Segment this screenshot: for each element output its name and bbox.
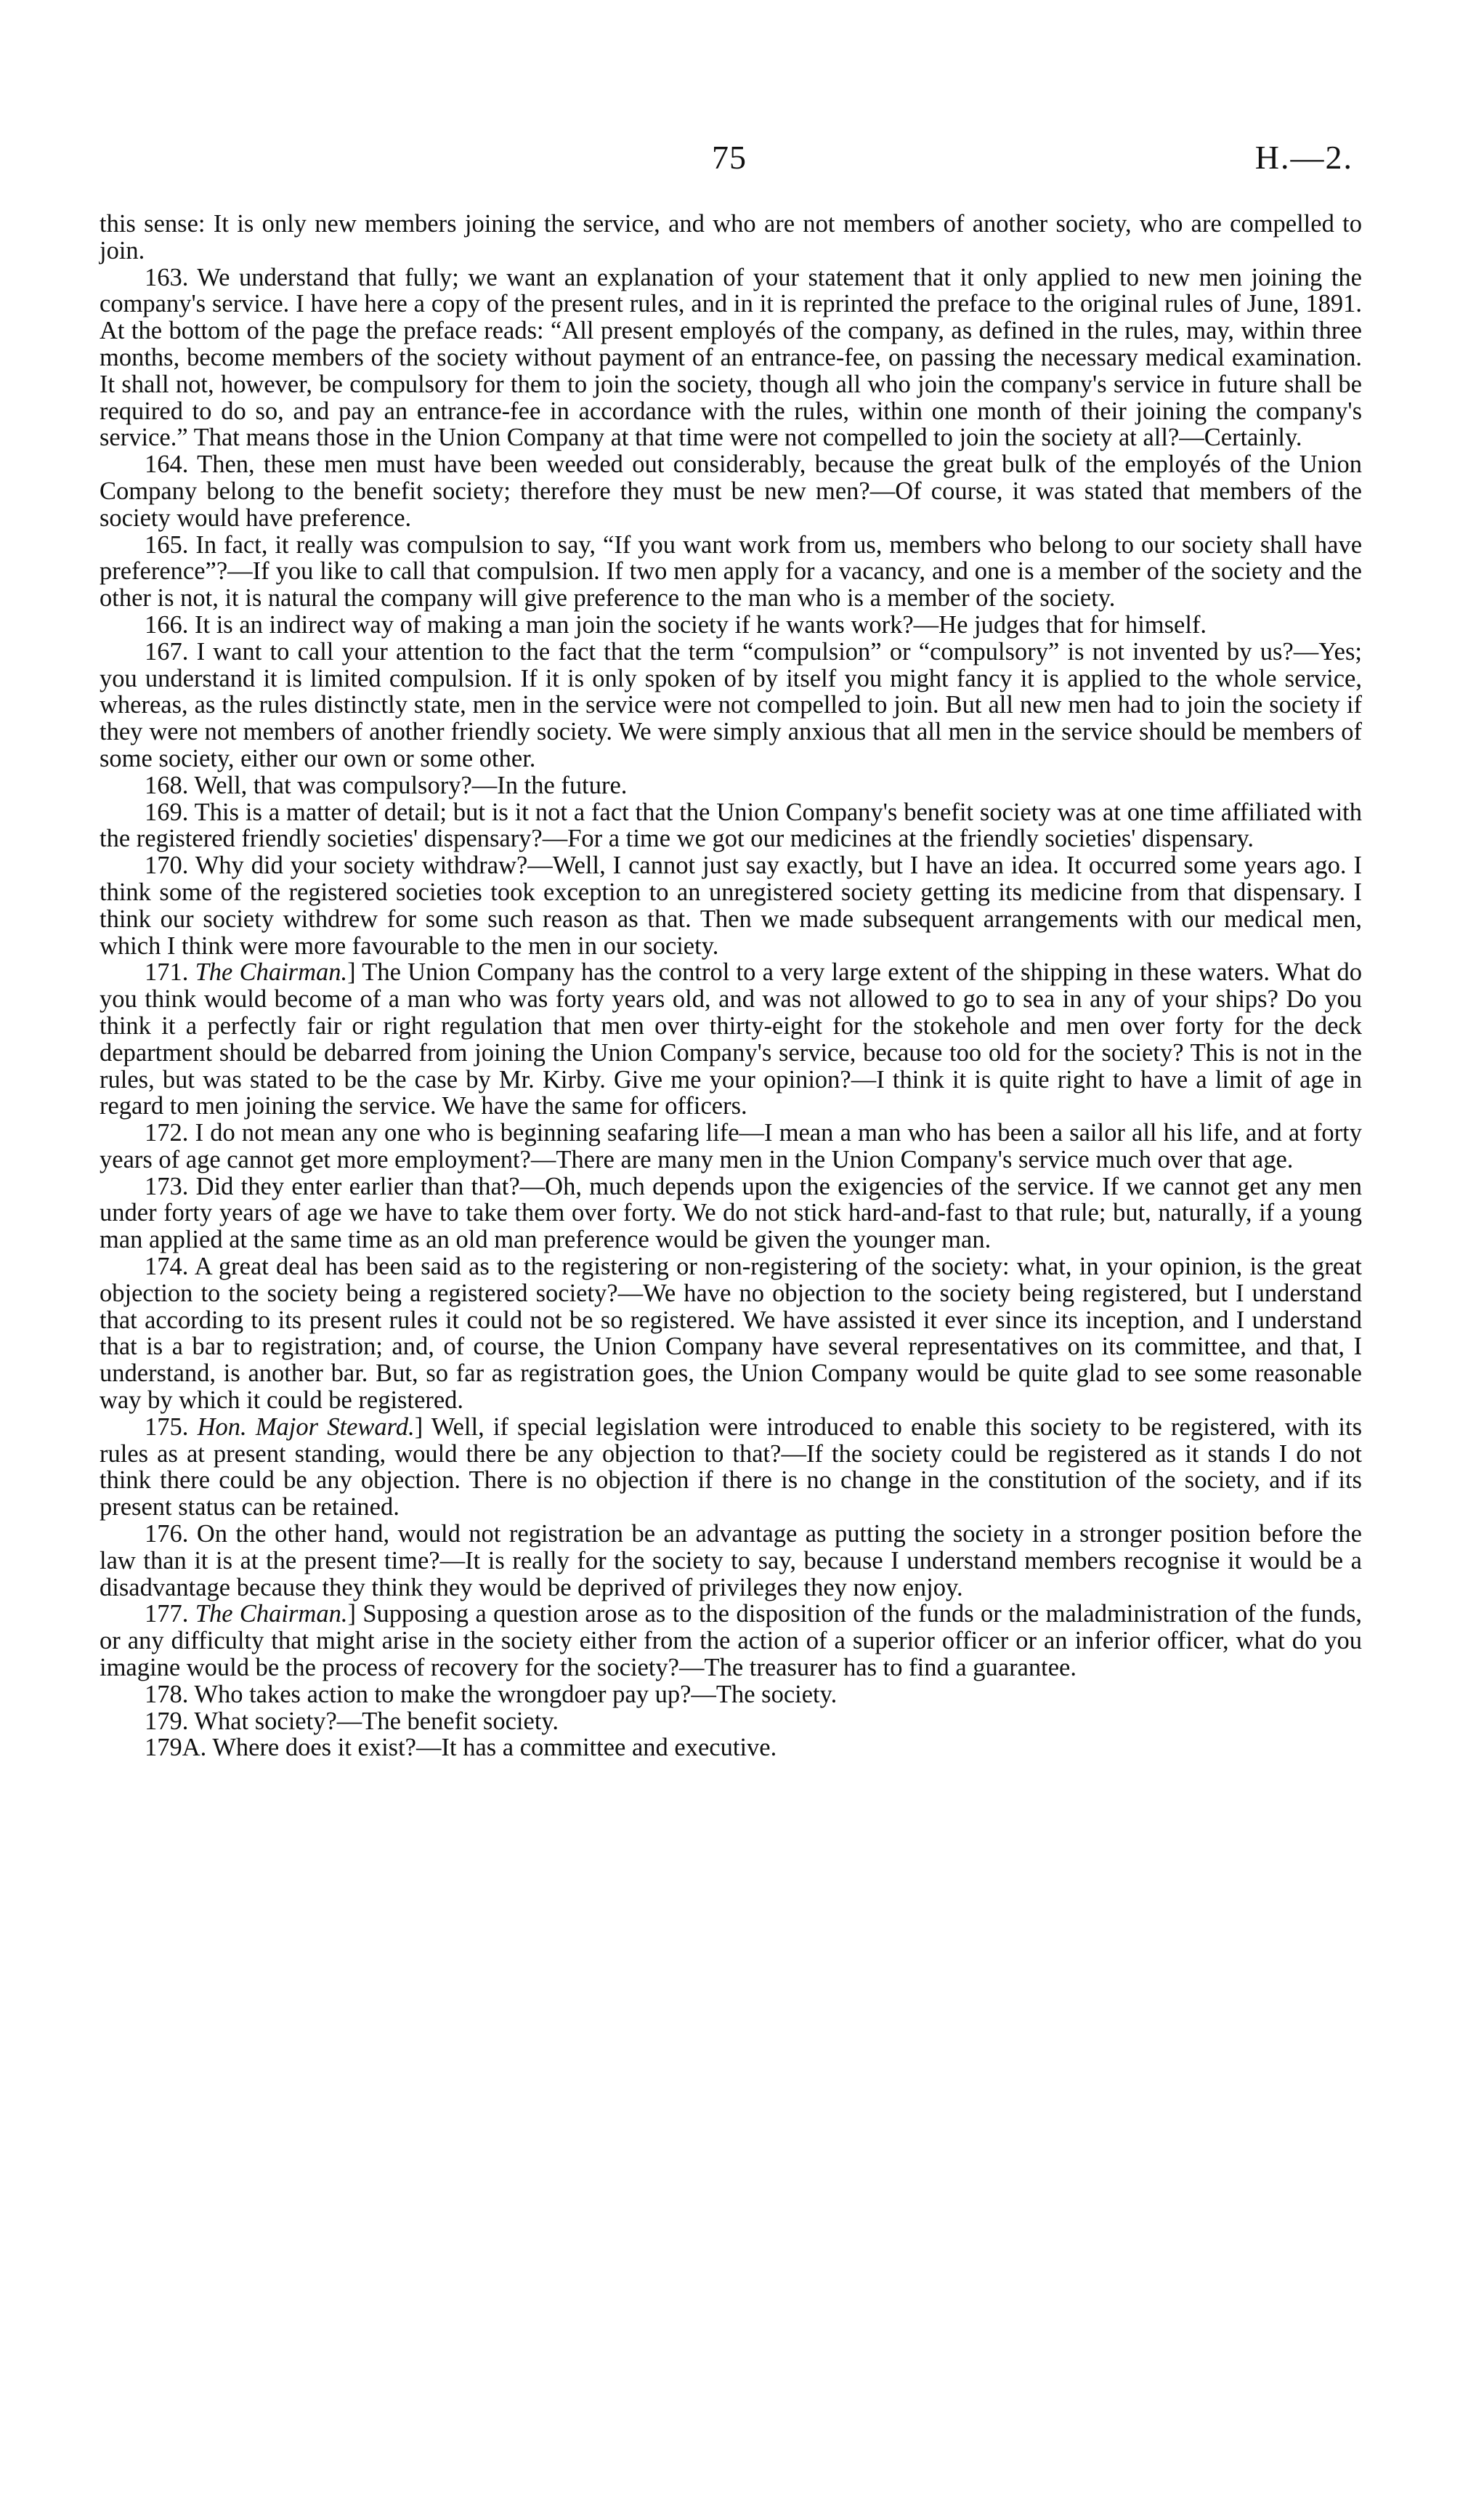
paragraph <box>100 612 1362 639</box>
speaker-bracket: ] <box>414 1412 423 1441</box>
document-reference: H.—2. <box>1254 139 1353 176</box>
paragraph-number: 165. <box>145 530 189 559</box>
paragraph <box>100 639 1362 772</box>
paragraph-text: What society?—The benefit society. <box>194 1707 559 1735</box>
paragraph <box>100 1414 1362 1521</box>
paragraph-number: 179A. <box>145 1734 207 1762</box>
paragraph <box>100 1173 1362 1253</box>
paragraph <box>100 1521 1362 1601</box>
document-body <box>100 211 1362 1761</box>
paragraph-text: We understand that fully; we want an explanation of your statement that it only applied to new men joining the company's service. I have here a copy of the present rules, and in it is reprinted the preface to the original rules of June, 1891. At the bottom of the page the preface reads: “All present employés of the company, as defined in the rules, may, within three months, become members of the society without payment of an entrance-fee, on passing the necessary medical examination. It shall not, however, be compulsory for them to join the society, though all who join the company's service in future shall be required to do so, and pay an entrance-fee in accordance with the rules, within one month of their joining the company's service.” That means those in the Union Company at that time were not compelled to join the society at all?—Certainly. <box>100 263 1362 452</box>
paragraph <box>100 1681 1362 1708</box>
paragraph-number: 172. <box>145 1119 189 1147</box>
paragraph <box>100 532 1362 612</box>
paragraph <box>100 959 1362 1120</box>
paragraph-text: Did they enter earlier than that?—Oh, much depends upon the exigencies of the service. If we cannot get any men under forty years of age we have to take them over forty. We do not stick hard-and-fast to that rule; but, naturally, if a young man applied at the same time as an old man preference would be given the younger man. <box>100 1172 1362 1254</box>
paragraph-text: Supposing a question arose as to the disposition of the funds or the maladministration of the funds, or any difficulty that might arise in the society either from the action of a superior officer or an inferior officer, what do you imagine would be the process of recovery for the society?—The treasurer has to find a guarantee. <box>100 1600 1363 1682</box>
paragraph <box>100 1253 1362 1414</box>
paragraph-number: 171. <box>145 958 189 987</box>
paragraph-number: 169. <box>145 798 189 826</box>
paragraph-text: Well, that was compulsory?—In the future. <box>194 771 628 799</box>
paragraph-text: The Union Company has the control to a very large extent of the shipping in these waters. What do you think would become of a man who was forty years old, and was not allowed to go to sea in any of your ships? Do you think it a perfectly fair or right regulation that men over thirty-eight for the stokehole and men over forty for the deck department should be debarred from joining the Union Company's service, because too old for the society? This is not in the rules, but was stated to be the case by Mr. Kirby. Give me your opinion?—I think it is quite right to have a limit of age in regard to men joining the service. We have the same for officers. <box>100 958 1363 1120</box>
paragraph-text: Who takes action to make the wrongdoer pay up?—The society. <box>194 1680 838 1708</box>
page-number: 75 <box>712 139 747 176</box>
paragraph-text: It is an indirect way of making a man join the society if he wants work?—He judges that for himself. <box>195 610 1207 639</box>
paragraph <box>100 799 1362 853</box>
page-header <box>0 138 1484 182</box>
paragraph <box>100 772 1362 799</box>
paragraph-number: 176. <box>145 1520 189 1548</box>
paragraph-text: Well, if special legislation were introduced to enable this society to be registered, with its rules as at present standing, would there be any objection to that?—If the society could be registered as it stands I do not think there could be any objection. There is no objection if there is no change in the constitution of the society, and if its present status can be retained. <box>100 1412 1362 1521</box>
speaker-name: The Chairman. <box>195 958 348 987</box>
paragraph-number: 166. <box>145 610 189 639</box>
paragraph-text: I do not mean any one who is beginning seafaring life—I mean a man who has been a sailor all his life, and at forty years of age cannot get more employment?—There are many men in the Union Company's service much over that age. <box>100 1119 1363 1173</box>
paragraph-number: 178. <box>145 1680 189 1708</box>
paragraph-number: 167. <box>145 637 189 666</box>
paragraph-number: 173. <box>145 1172 189 1200</box>
paragraph-text: Why did your society withdraw?—Well, I cannot just say exactly, but I have an idea. It occurred some years ago. I think some of the registered societies took exception to an unregistered society getting its medicine from that dispensary. I think our society withdrew for some such reason as that. Then we made subsequent arrangements with our medical men, which I think were more favourable to the men in our society. <box>100 852 1362 960</box>
paragraph-text: In fact, it really was compulsion to say, “If you want work from us, members who belong to our society shall have preference”?—If you like to call that compulsion. If two men apply for a vacancy, and one is a member of the society and the other is not, it is natural the company will give preference to the man who is a member of the society. <box>100 530 1363 613</box>
paragraph <box>100 1120 1362 1173</box>
speaker-bracket: ] <box>347 958 356 987</box>
paragraph-text: Then, these men must have been weeded out considerably, because the great bulk of the employés of the Union Company belong to the benefit society; therefore they must be new men?—Of course, it was stated that members of the society would have preference. <box>100 450 1362 532</box>
paragraph-number: 163. <box>145 263 189 291</box>
paragraph <box>100 264 1362 452</box>
paragraph-number: 174. <box>145 1253 189 1281</box>
paragraph-number: 175. <box>145 1412 189 1441</box>
paragraph-text: A great deal has been said as to the registering or non-registering of the society: what, in your opinion, is the great objection to the society being a registered society?—We have no objection to the society being registered, but I understand that according to its present rules it could not be so registered. We have assisted it ever since its inception, and I understand that is a bar to registration; and, of course, the Union Company have several representatives on its committee, and that, I understand, is another bar. But, so far as registration goes, the Union Company would be quite glad to see some reasonable way by which it could be registered. <box>100 1253 1362 1415</box>
paragraph-text: I want to call your attention to the fact that the term “compulsion” or “compulsory” is not invented by us?—Yes; you understand it is limited compulsion. If it is only spoken of by itself you might fancy it is applied to the whole service, whereas, as the rules distinctly state, men in the service were not compelled to join. But all new men had to join the society if they were not members of another friendly society. We were simply anxious that all men in the service should be members of some society, either our own or some other. <box>100 637 1362 772</box>
paragraph <box>100 451 1362 531</box>
paragraph-number: 164. <box>145 450 189 479</box>
paragraph-text: On the other hand, would not registration be an advantage as putting the society in a stronger position before the law than it is at the present time?—It is really for the society to say, because I understand members recognise it would be a disadvantage because they think they would be deprived of privileges they now enjoy. <box>100 1520 1362 1601</box>
paragraph <box>100 1734 1362 1761</box>
paragraph-number: 170. <box>145 852 189 880</box>
speaker-bracket: ] <box>347 1600 356 1628</box>
paragraph <box>100 1708 1362 1735</box>
speaker-name: Hon. Major Steward. <box>197 1412 415 1441</box>
paragraph-number: 177. <box>145 1600 189 1628</box>
paragraph-text: Where does it exist?—It has a committee and executive. <box>212 1734 777 1762</box>
paragraph-number: 168. <box>145 771 189 799</box>
paragraph <box>100 1601 1362 1681</box>
paragraph <box>100 852 1362 959</box>
paragraph-number: 179. <box>145 1707 189 1735</box>
opening-paragraph: this sense: It is only new members joining the service, and who are not members of another society, who are compelled to join. <box>100 210 1362 264</box>
speaker-name: The Chairman. <box>195 1600 348 1628</box>
paragraph-text: This is a matter of detail; but is it not a fact that the Union Company's benefit society was at one time affiliated with the registered friendly societies' dispensary?—For a time we got our medicines at the friendly societies' dispensary. <box>100 798 1362 853</box>
